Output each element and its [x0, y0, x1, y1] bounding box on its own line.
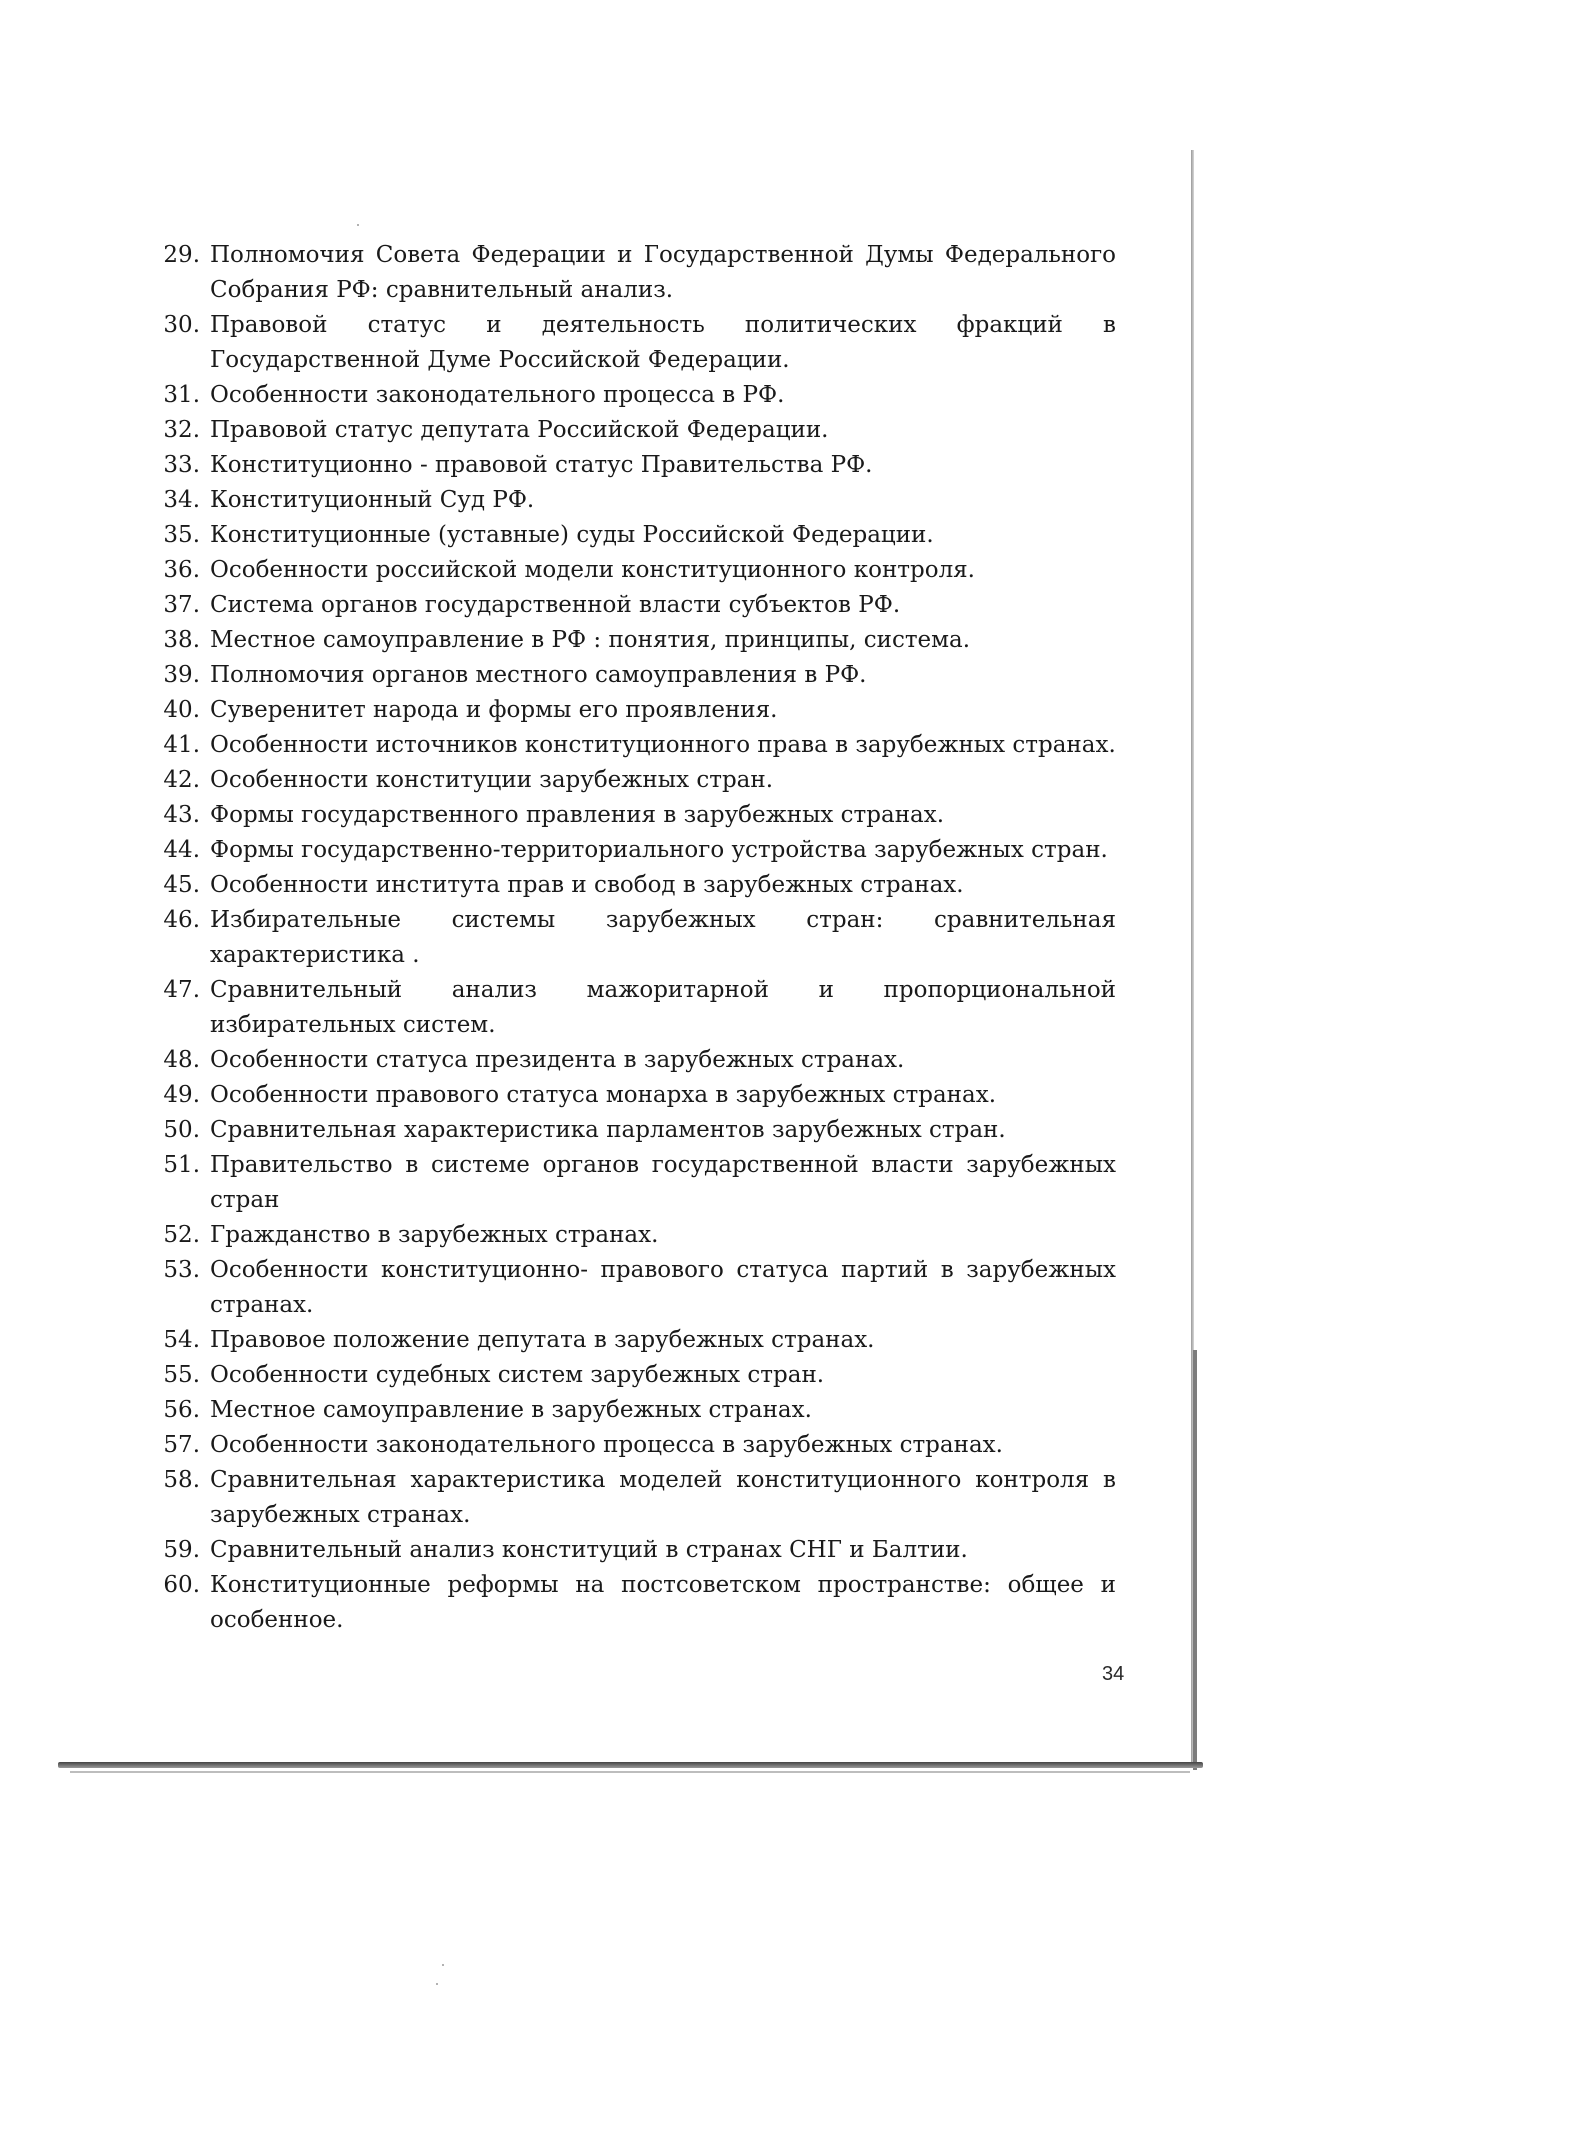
topic-item [146, 308, 1116, 378]
topic-item [146, 903, 1116, 973]
topic-number: 55. [163, 1362, 200, 1388]
topic-item [146, 833, 1116, 868]
topic-number: 44. [163, 837, 200, 863]
topic-list [146, 238, 1116, 1638]
topic-number: 35. [163, 522, 200, 548]
topic-text: Особенности законодательного процесса в РФ. [210, 382, 785, 408]
scan-speck [436, 1983, 438, 1985]
topic-number: 37. [163, 592, 200, 618]
topic-item [146, 448, 1116, 483]
topic-item [146, 518, 1116, 553]
topic-number: 29. [163, 242, 200, 268]
topic-text: Сравнительный анализ мажоритарной и пропорциональной избирательных систем. [210, 977, 1116, 1038]
topic-text: Правовой статус и деятельность политических фракций в Государственной Думе Российской Федерации. [210, 312, 1116, 373]
topic-item [146, 1463, 1116, 1533]
topic-item [146, 1113, 1116, 1148]
topic-item [146, 1218, 1116, 1253]
topic-text: Особенности законодательного процесса в зарубежных странах. [210, 1432, 1003, 1458]
topic-item [146, 973, 1116, 1043]
topic-text: Система органов государственной власти субъектов РФ. [210, 592, 901, 618]
topic-number: 45. [163, 872, 200, 898]
topic-text: Местное самоуправление в РФ : понятия, принципы, система. [210, 627, 971, 653]
topic-number: 38. [163, 627, 200, 653]
scan-speck [442, 1964, 444, 1966]
topic-item [146, 1428, 1116, 1463]
topic-number: 48. [163, 1047, 200, 1073]
topic-item [146, 1533, 1116, 1568]
topic-number: 43. [163, 802, 200, 828]
topic-number: 53. [163, 1257, 200, 1283]
topic-number: 32. [163, 417, 200, 443]
scan-speck [357, 224, 359, 226]
topic-text: Сравнительная характеристика парламентов зарубежных стран. [210, 1117, 1006, 1143]
topic-item [146, 413, 1116, 448]
topic-item [146, 1358, 1116, 1393]
topic-text: Полномочия органов местного самоуправления в РФ. [210, 662, 867, 688]
topic-item [146, 763, 1116, 798]
topic-text: Избирательные системы зарубежных стран: сравнительная характеристика . [210, 907, 1116, 968]
topic-text: Формы государственного правления в зарубежных странах. [210, 802, 945, 828]
topic-item [146, 693, 1116, 728]
topic-text: Конституционные (уставные) суды Российской Федерации. [210, 522, 934, 548]
topic-number: 52. [163, 1222, 200, 1248]
topic-number: 33. [163, 452, 200, 478]
topic-number: 58. [163, 1467, 200, 1493]
topic-item [146, 798, 1116, 833]
topic-number: 42. [163, 767, 200, 793]
topic-number: 40. [163, 697, 200, 723]
topic-item [146, 623, 1116, 658]
sheet-edge-bottom-shadow [70, 1771, 1190, 1773]
topic-text: Гражданство в зарубежных странах. [210, 1222, 659, 1248]
topic-number: 59. [163, 1537, 200, 1563]
topic-number: 46. [163, 907, 200, 933]
topic-text: Сравнительная характеристика моделей конституционного контроля в зарубежных странах. [210, 1467, 1116, 1528]
topic-number: 39. [163, 662, 200, 688]
topic-number: 54. [163, 1327, 200, 1353]
topic-item [146, 1148, 1116, 1218]
topic-number: 56. [163, 1397, 200, 1423]
topic-number: 31. [163, 382, 200, 408]
topic-text: Формы государственно-территориального устройства зарубежных стран. [210, 837, 1108, 863]
topic-item [146, 238, 1116, 308]
topic-text: Особенности конституционно- правового статуса партий в зарубежных странах. [210, 1257, 1116, 1318]
topic-text: Конституционно - правовой статус Правительства РФ. [210, 452, 873, 478]
topic-number: 49. [163, 1082, 200, 1108]
topic-item [146, 1568, 1116, 1638]
topic-number: 60. [163, 1572, 200, 1598]
page-number: 34 [1102, 1663, 1125, 1685]
topic-item [146, 483, 1116, 518]
topic-number: 34. [163, 487, 200, 513]
topic-item [146, 1323, 1116, 1358]
topic-text: Особенности статуса президента в зарубежных странах. [210, 1047, 905, 1073]
topic-item [146, 553, 1116, 588]
sheet-edge-right-shadow [1193, 1350, 1197, 1770]
topic-text: Конституционный Суд РФ. [210, 487, 535, 513]
topic-text: Конституционные реформы на постсоветском пространстве: общее и особенное. [210, 1572, 1116, 1633]
topic-number: 57. [163, 1432, 200, 1458]
topic-text: Особенности конституции зарубежных стран. [210, 767, 774, 793]
topic-text: Полномочия Совета Федерации и Государственной Думы Федерального Собрания РФ: сравнительный анализ. [210, 242, 1116, 303]
topic-number: 41. [163, 732, 200, 758]
topic-item [146, 728, 1116, 763]
topic-text: Особенности института прав и свобод в зарубежных странах. [210, 872, 964, 898]
sheet-edge-bottom [58, 1762, 1203, 1768]
topic-text: Сравнительный анализ конституций в странах СНГ и Балтии. [210, 1537, 968, 1563]
topic-item [146, 658, 1116, 693]
topic-item [146, 1043, 1116, 1078]
topic-text: Правовой статус депутата Российской Федерации. [210, 417, 829, 443]
topic-text: Особенности правового статуса монарха в зарубежных странах. [210, 1082, 997, 1108]
topic-item [146, 1253, 1116, 1323]
topic-text: Особенности источников конституционного права в зарубежных странах. [210, 732, 1116, 758]
topic-item [146, 868, 1116, 903]
topic-number: 36. [163, 557, 200, 583]
topic-text: Местное самоуправление в зарубежных странах. [210, 1397, 812, 1423]
topic-item [146, 588, 1116, 623]
topic-number: 30. [163, 312, 200, 338]
topic-number: 51. [163, 1152, 200, 1178]
topic-item [146, 1393, 1116, 1428]
topic-item [146, 1078, 1116, 1113]
topic-text: Правовое положение депутата в зарубежных странах. [210, 1327, 875, 1353]
topic-text: Суверенитет народа и формы его проявления. [210, 697, 778, 723]
topic-text: Особенности российской модели конституционного контроля. [210, 557, 975, 583]
topic-number: 50. [163, 1117, 200, 1143]
topic-text: Особенности судебных систем зарубежных стран. [210, 1362, 825, 1388]
topic-text: Правительство в системе органов государственной власти зарубежных стран [210, 1152, 1116, 1213]
topic-item [146, 378, 1116, 413]
topic-number: 47. [163, 977, 200, 1003]
